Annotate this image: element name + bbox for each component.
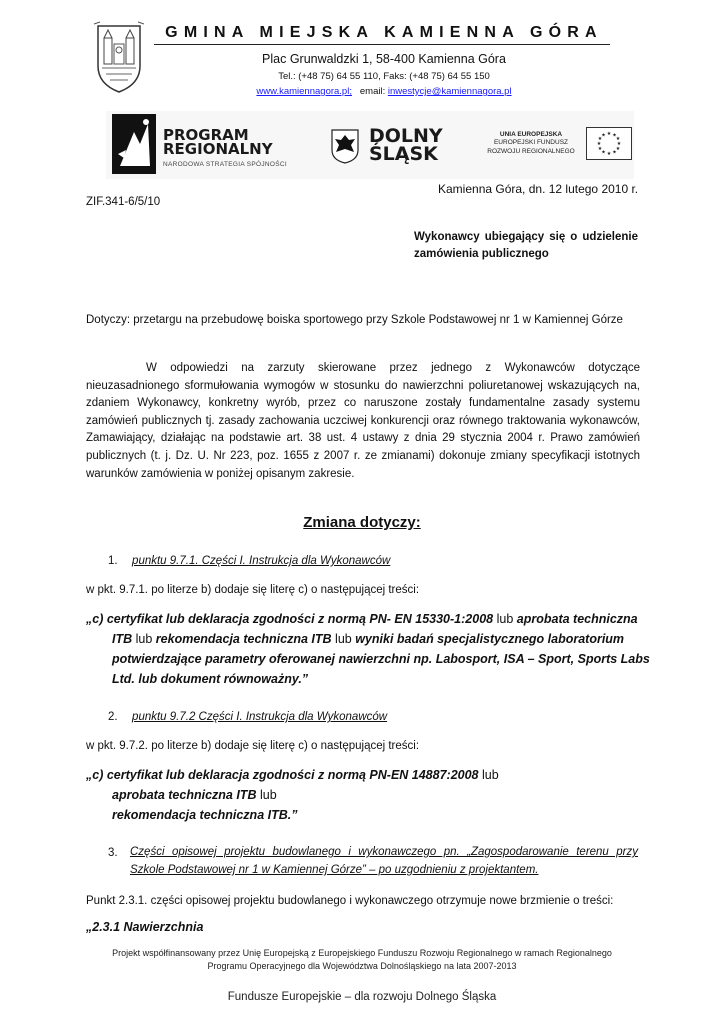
svg-text:★: ★ bbox=[612, 149, 617, 156]
lower-silesia-wordmark bbox=[369, 127, 443, 163]
item-2-header bbox=[108, 707, 387, 725]
item-3-lead: Punkt 2.3.1. części opisowej projektu budowlanego i wykonawczego otrzymuje nowe brzmienie o treści: bbox=[86, 895, 614, 907]
website-link[interactable]: www.kamiennagora.pl; bbox=[256, 86, 352, 97]
item-1-quote-line-2: ITB lub rekomendacja techniczna ITB lub wyniki badań specjalistycznego laboratorium bbox=[112, 632, 625, 646]
svg-text:★: ★ bbox=[615, 136, 621, 142]
svg-text:★: ★ bbox=[601, 149, 606, 156]
silesian-eagle-icon bbox=[330, 128, 360, 164]
coat-of-arms-icon bbox=[92, 20, 146, 94]
eu-fund-caption bbox=[480, 131, 582, 156]
item-3-title bbox=[130, 843, 638, 879]
program-line-2: REGIONALNY bbox=[163, 140, 273, 158]
region-line-2: ŚLĄSK bbox=[369, 143, 438, 165]
letter-subject: Dotyczy: przetargu na przebudowę boiska sportowego przy Szkole Podstawowej nr 1 w Kamiennej Górze bbox=[86, 314, 623, 326]
item-1-quote-line-3: potwierdzające parametry oferowanej nawierzchni np. Labosport, ISA – Sport, Sports Labs bbox=[112, 652, 650, 666]
svg-text:★: ★ bbox=[616, 141, 622, 147]
svg-text:★: ★ bbox=[596, 141, 602, 147]
item-2-quote bbox=[86, 765, 646, 825]
item-1-header bbox=[108, 551, 390, 569]
item-1-quote bbox=[86, 609, 650, 689]
header-divider bbox=[154, 44, 610, 45]
item-2-quote-line-3: rekomendacja techniczna ITB.” bbox=[112, 808, 298, 822]
svg-text:★: ★ bbox=[606, 131, 612, 137]
reference-number: ZIF.341-6/5/10 bbox=[86, 196, 161, 208]
item-3-title-line-1: Części opisowej projektu budowlanego i wykonawczego pn. „Zagospodarowanie terenu przy bbox=[130, 846, 638, 858]
cofinancing-note bbox=[96, 947, 628, 973]
program-subtitle: NARODOWA STRATEGIA SPÓJNOŚCI bbox=[163, 161, 287, 168]
contact-phone: Tel.: (+48 75) 64 55 110, Faks: (+48 75) 64 55 150 bbox=[278, 71, 490, 82]
letter-date: Kamienna Góra, dn. 12 lutego 2010 r. bbox=[438, 182, 639, 196]
region-line-1: DOLNY bbox=[369, 125, 443, 147]
item-1-quote-line-4: Ltd. lub dokument równoważny.” bbox=[112, 672, 309, 686]
eu-line-3: ROZWOJU REGIONALNEGO bbox=[487, 147, 575, 155]
email-link[interactable]: inwestycje@kamiennagora.pl bbox=[387, 86, 512, 97]
svg-text:★: ★ bbox=[597, 136, 603, 142]
regional-program-icon bbox=[112, 114, 156, 174]
svg-text:★: ★ bbox=[601, 132, 606, 139]
municipality-address: Plac Grunwaldzki 1, 58-400 Kamienna Góra bbox=[262, 52, 506, 66]
email-label: email: bbox=[359, 86, 386, 97]
contact-web-line bbox=[158, 86, 610, 97]
cofinancing-note-line-2: Programu Operacyjnego dla Województwa Dolnośląskiego na lata 2007-2013 bbox=[207, 961, 517, 971]
municipality-title: GMINA MIEJSKA KAMIENNA GÓRA bbox=[165, 24, 603, 41]
eu-funds-slogan: Fundusze Europejskie – dla rozwoju Dolnego Śląska bbox=[227, 991, 497, 1003]
svg-text:★: ★ bbox=[615, 146, 621, 152]
item-1-title: punktu 9.7.1. Części I. Instrukcja dla Wykonawców bbox=[132, 555, 391, 567]
program-line-1: PROGRAM bbox=[163, 126, 249, 144]
item-2-title: punktu 9.7.2 Części I. Instrukcja dla Wykonawców bbox=[132, 711, 388, 723]
item-2-quote-line-1: „c) certyfikat lub deklaracja zgodności z normą PN-EN 14887:2008 lub bbox=[86, 768, 499, 782]
eu-line-2: EUROPEJSKI FUNDUSZ bbox=[493, 139, 569, 147]
item-1-number: 1. bbox=[108, 555, 118, 567]
item-3-number: 3. bbox=[108, 847, 118, 859]
svg-text:★: ★ bbox=[612, 132, 617, 139]
item-1-lead: w pkt. 9.7.1. po literze b) dodaje się literę c) o następującej treści: bbox=[86, 584, 420, 596]
svg-text:★: ★ bbox=[597, 146, 603, 152]
changes-heading: Zmiana dotyczy: bbox=[303, 514, 421, 531]
eu-flag-icon bbox=[586, 127, 632, 160]
item-2-number: 2. bbox=[108, 711, 118, 723]
item-3-title-line-2: Szkole Podstawowej nr 1 w Kamiennej Górze” – po uzgodnieniu z projektantem. bbox=[130, 864, 539, 876]
intro-text: W odpowiedzi na zarzuty skierowane przez jednego z Wykonawców dotyczące nieuzasadnionego sformułowania wymogów w stosunku do nawierzchni poliuretanowej wskazujących na, zdaniem Wykonawcy, konkretny wyrób, przez co naruszone zostały fundamentalne zasady systemu zamówień publicznych tj. zasady zachowania uczciwej konkurencji oraz równego traktowania wykonawców, Zamawiający, działając na podstawie art. 38 ust. 4 ustawy z dnia 29 stycznia 2004 r. Prawo zamówień publicznych (t. j. Dz. U. Nr 223, poz. 1655 z 2007 r. ze zmianami) dokonuje zmiany specyfikacji istotnych warunków zamówienia w poniżej opisanym zakresie. bbox=[86, 362, 640, 480]
eu-line-1: UNIA EUROPEJSKA bbox=[499, 131, 563, 138]
item-3-heading: „2.3.1 Nawierzchnia bbox=[86, 920, 204, 934]
item-1-quote-line-1: „c) certyfikat lub deklaracja zgodności z normą PN- EN 15330-1:2008 lub aprobata techniczna bbox=[86, 612, 638, 626]
cofinancing-note-line-1: Projekt współfinansowany przez Unię Europejską z Europejskiego Funduszu Rozwoju Regionalnego w ramach Regionalnego bbox=[112, 948, 612, 958]
item-2-quote-line-2: aprobata techniczna ITB lub bbox=[112, 788, 277, 802]
regional-program-wordmark bbox=[163, 128, 273, 156]
svg-text:★: ★ bbox=[606, 151, 612, 157]
item-2-lead: w pkt. 9.7.2. po literze b) dodaje się literę c) o następującej treści: bbox=[86, 740, 420, 752]
intro-paragraph bbox=[86, 360, 640, 483]
addressee: Wykonawcy ubiegający się o udzielenie zamówienia publicznego bbox=[414, 231, 638, 260]
